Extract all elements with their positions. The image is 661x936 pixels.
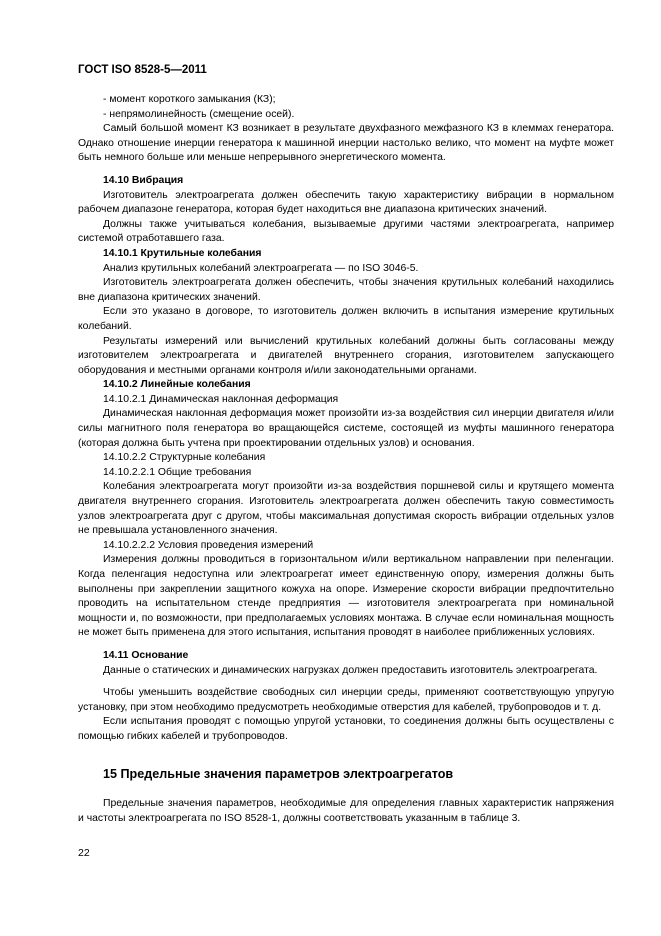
paragraph: - момент короткого замыкания (КЗ); [103, 94, 276, 105]
paragraph: Если это указано в договоре, то изготовитель должен включить в испытания измерение крутильных колебаний. [78, 306, 614, 332]
paragraph: 14.10.2.2 Структурные колебания [103, 452, 266, 464]
subsection-heading: 14.10 Вибрация [103, 174, 184, 186]
paragraph: Измерения должны проводиться в горизонтальном и/или вертикальном направлении при пеленгации. Когда пеленгация недоступна или электроагрегат имеет единственную опору, измерения должны быть выполнены при закреплении защитного кожуха на опоре. Измерение скорости вибрации предпочтительно проводить на испытательном стенде предприятия — изготовителя электроагрегата при номинальной мощности и, по возможности, при предполагаемых условиях монтажа. В случае если номинальная мощность не может быть применена для этого испытания, испытания проводят в наиболее приближенных условиях. [78, 554, 614, 639]
paragraph: Динамическая наклонная деформация может произойти из-за воздействия сил инерции двигателя и/или силы магнитного поля генератора во вращающейся системе, состоящей из муфты машинного генератора (которая должна быть учтена при проектировании отдельных узлов) и основания. [78, 408, 614, 449]
paragraph: Анализ крутильных колебаний электроагрегата — по ISO 3046-5. [103, 262, 419, 274]
document-body [78, 93, 614, 826]
paragraph: Должны также учитываться колебания, вызываемые другими частями электроагрегата, например системой отработавшего газа. [78, 218, 614, 245]
subsection-heading: 14.10.1 Крутильные колебания [103, 247, 262, 259]
subsection-heading: 14.10.2 Линейные колебания [103, 379, 251, 391]
paragraph: Чтобы уменьшить воздействие свободных сил инерции среды, применяют соответствующую упругую установку, при этом необходимо предусмотреть необходимые отверстия для кабелей, трубопроводов и т. д. [78, 687, 614, 713]
paragraph: Если испытания проводят с помощью упругой установки, то соединения должны быть осуществлены с помощью гибких кабелей и трубопроводов. [78, 716, 614, 742]
paragraph: Самый большой момент КЗ возникает в результате двухфазного межфазного КЗ в клеммах генератора. Однако отношение инерции генератора к машинной инерции настолько велико, что момент на муфте может быть немного больше или меньше непрерывного энергетического момента. [78, 123, 614, 164]
document-header: ГОСТ ISO 8528-5—2011 [78, 64, 207, 76]
paragraph: Предельные значения параметров, необходимые для определения главных характеристик напряжения и частоты электроагрегата по ISO 8528-1, должны соответствовать указанным в таблице 3. [78, 798, 614, 824]
spacer [78, 678, 614, 686]
section-heading: 15 Предельные значения параметров электроагрегатов [103, 766, 454, 781]
paragraph: Изготовитель электроагрегата должен обеспечить такую характеристику вибрации в нормальном рабочем диапазоне генератора, которая будет находиться вне диапазона критических значений. [78, 189, 614, 216]
paragraph: 14.10.2.2.2 Условия проведения измерений [103, 539, 314, 551]
paragraph: Колебания электроагрегата могут произойти из-за воздействия поршневой силы и крутящего момента двигателя внутреннего сгорания. Изготовитель электроагрегата должен обеспечить такую совместимость узлов электроагрегата друг с другом, чтобы максимальная допустимая скорость вибрации отдельных узлов не превышала установленного значения. [78, 481, 614, 537]
paragraph: Изготовитель электроагрегата должен обеспечить, чтобы значения крутильных колебаний находились вне диапазона критических значений. [78, 277, 614, 303]
page-number: 22 [78, 847, 90, 859]
paragraph: 14.10.2.1 Динамическая наклонная деформация [103, 393, 339, 405]
paragraph: - непрямолинейность (смещение осей). [103, 108, 295, 120]
paragraph: 14.10.2.2.1 Общие требования [103, 466, 252, 478]
subsection-heading: 14.11 Основание [103, 649, 189, 661]
paragraph: Результаты измерений или вычислений крутильных колебаний должны быть согласованы между изготовителем электроагрегата и двигателей внутреннего сгорания, изготовителем запускающего оборудования и местными органами контроля и/или законодательными органами. [78, 335, 614, 376]
paragraph: Данные о статических и динамических нагрузках должен предоставить изготовитель электроагрегата. [103, 664, 598, 676]
